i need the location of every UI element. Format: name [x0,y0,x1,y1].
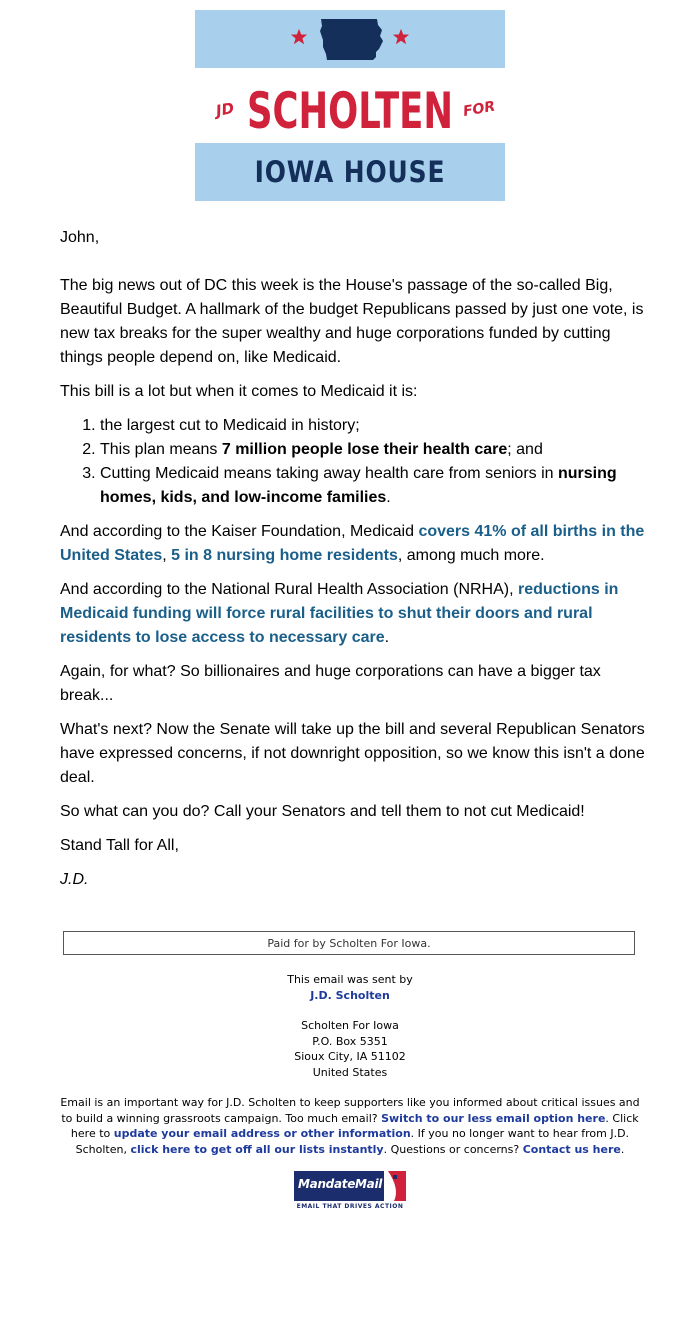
list-item: 1. the largest cut to Medicaid in history; [100,414,650,438]
email-notice: Email is an important way for J.D. Scholten to keep supporters like you informed about critical issues and to build a winning grassroots campaign. Too much email? Switch to our less email option here. Click here to update your email address or other information. If you no longer want to hear from J.D. Scholten, click here to get off all our lists instantly. Questions or concerns? Contact us here. [60,1096,640,1157]
iowa-map-icon [319,16,385,62]
list-item: 3. Cutting Medicaid means taking away health care from seniors in nursing homes, kids, and low-income families. [100,462,650,510]
sender-link[interactable]: J.D. Scholten [310,988,390,1002]
paragraph-7: So what can you do? Call your Senators and tell them to not cut Medicaid! [60,803,585,820]
paragraph-3: And according to the Kaiser Foundation, Medicaid covers 41% of all births in the United States, 5 in 8 nursing home residents, among much more. [60,523,645,564]
address-country: United States [312,1065,388,1079]
highlight-nursing: 5 in 8 nursing home residents [171,547,398,564]
medicaid-list [60,414,650,510]
greeting: John, [60,229,100,246]
mandatemail-badge[interactable] [294,1171,406,1213]
star-icon [290,28,308,46]
address-po: P.O. Box 5351 [312,1034,388,1048]
logo-suffix: FOR [461,98,497,120]
paragraph-5: Again, for what? So billionaires and huge corporations can have a bigger tax break... [60,663,601,704]
less-email-link[interactable]: Switch to our less email option here [381,1111,606,1125]
unsubscribe-link[interactable]: click here to get off all our lists instantly [130,1143,384,1157]
logo-subtitle: IOWA HOUSE [254,155,446,189]
address-city: Sioux City, IA 51102 [294,1050,406,1063]
mailing-address [0,1018,700,1080]
mandatemail-tagline: EMAIL THAT DRIVES ACTION [296,1203,404,1210]
star-icon [392,28,410,46]
closing: Stand Tall for All, [60,837,179,854]
paragraph-2: This bill is a lot but when it comes to Medicaid it is: [60,383,418,400]
update-info-link[interactable]: update your email address or other information [113,1127,411,1141]
sent-by-label: This email was sent by [287,973,413,986]
flag-icon [384,1171,406,1201]
paid-for-box: Paid for by Scholten For Iowa. [63,931,635,955]
paragraph-6: What's next? Now the Senate will take up the bill and several Republican Senators have expressed concerns, if not downright opposition, so we know this isn't a done deal. [60,721,645,786]
sent-by [0,972,700,1003]
campaign-logo [195,10,505,201]
paragraph-4: And according to the National Rural Health Association (NRHA), reductions in Medicaid funding will force rural facilities to shut their doors and rural residents to lose access to necessary care. [60,581,619,646]
logo-prefix: JD [214,99,236,120]
highlight-births: covers 41% of all births in the United States [60,523,645,564]
signature: J.D. [60,871,89,888]
logo-wordmark [195,76,505,136]
paragraph-1: The big news out of DC this week is the House's passage of the so-called Big, Beautiful Budget. A hallmark of the budget Republicans passed by just one vote, is new tax breaks for the super wealthy and huge corporations funded by cutting things people depend on, like Medicaid. [60,277,644,366]
mandatemail-name: MandateMail [298,1177,383,1191]
list-item: 2. This plan means 7 million people lose their health care; and [100,438,650,462]
highlight-rural: reductions in Medicaid funding will force rural facilities to shut their doors and rural residents to lose access to necessary care [60,581,619,646]
email-body [60,226,650,892]
contact-link[interactable]: Contact us here [522,1143,621,1157]
logo-name: SCHOLTEN [247,82,453,136]
address-org: Scholten For Iowa [301,1019,399,1032]
